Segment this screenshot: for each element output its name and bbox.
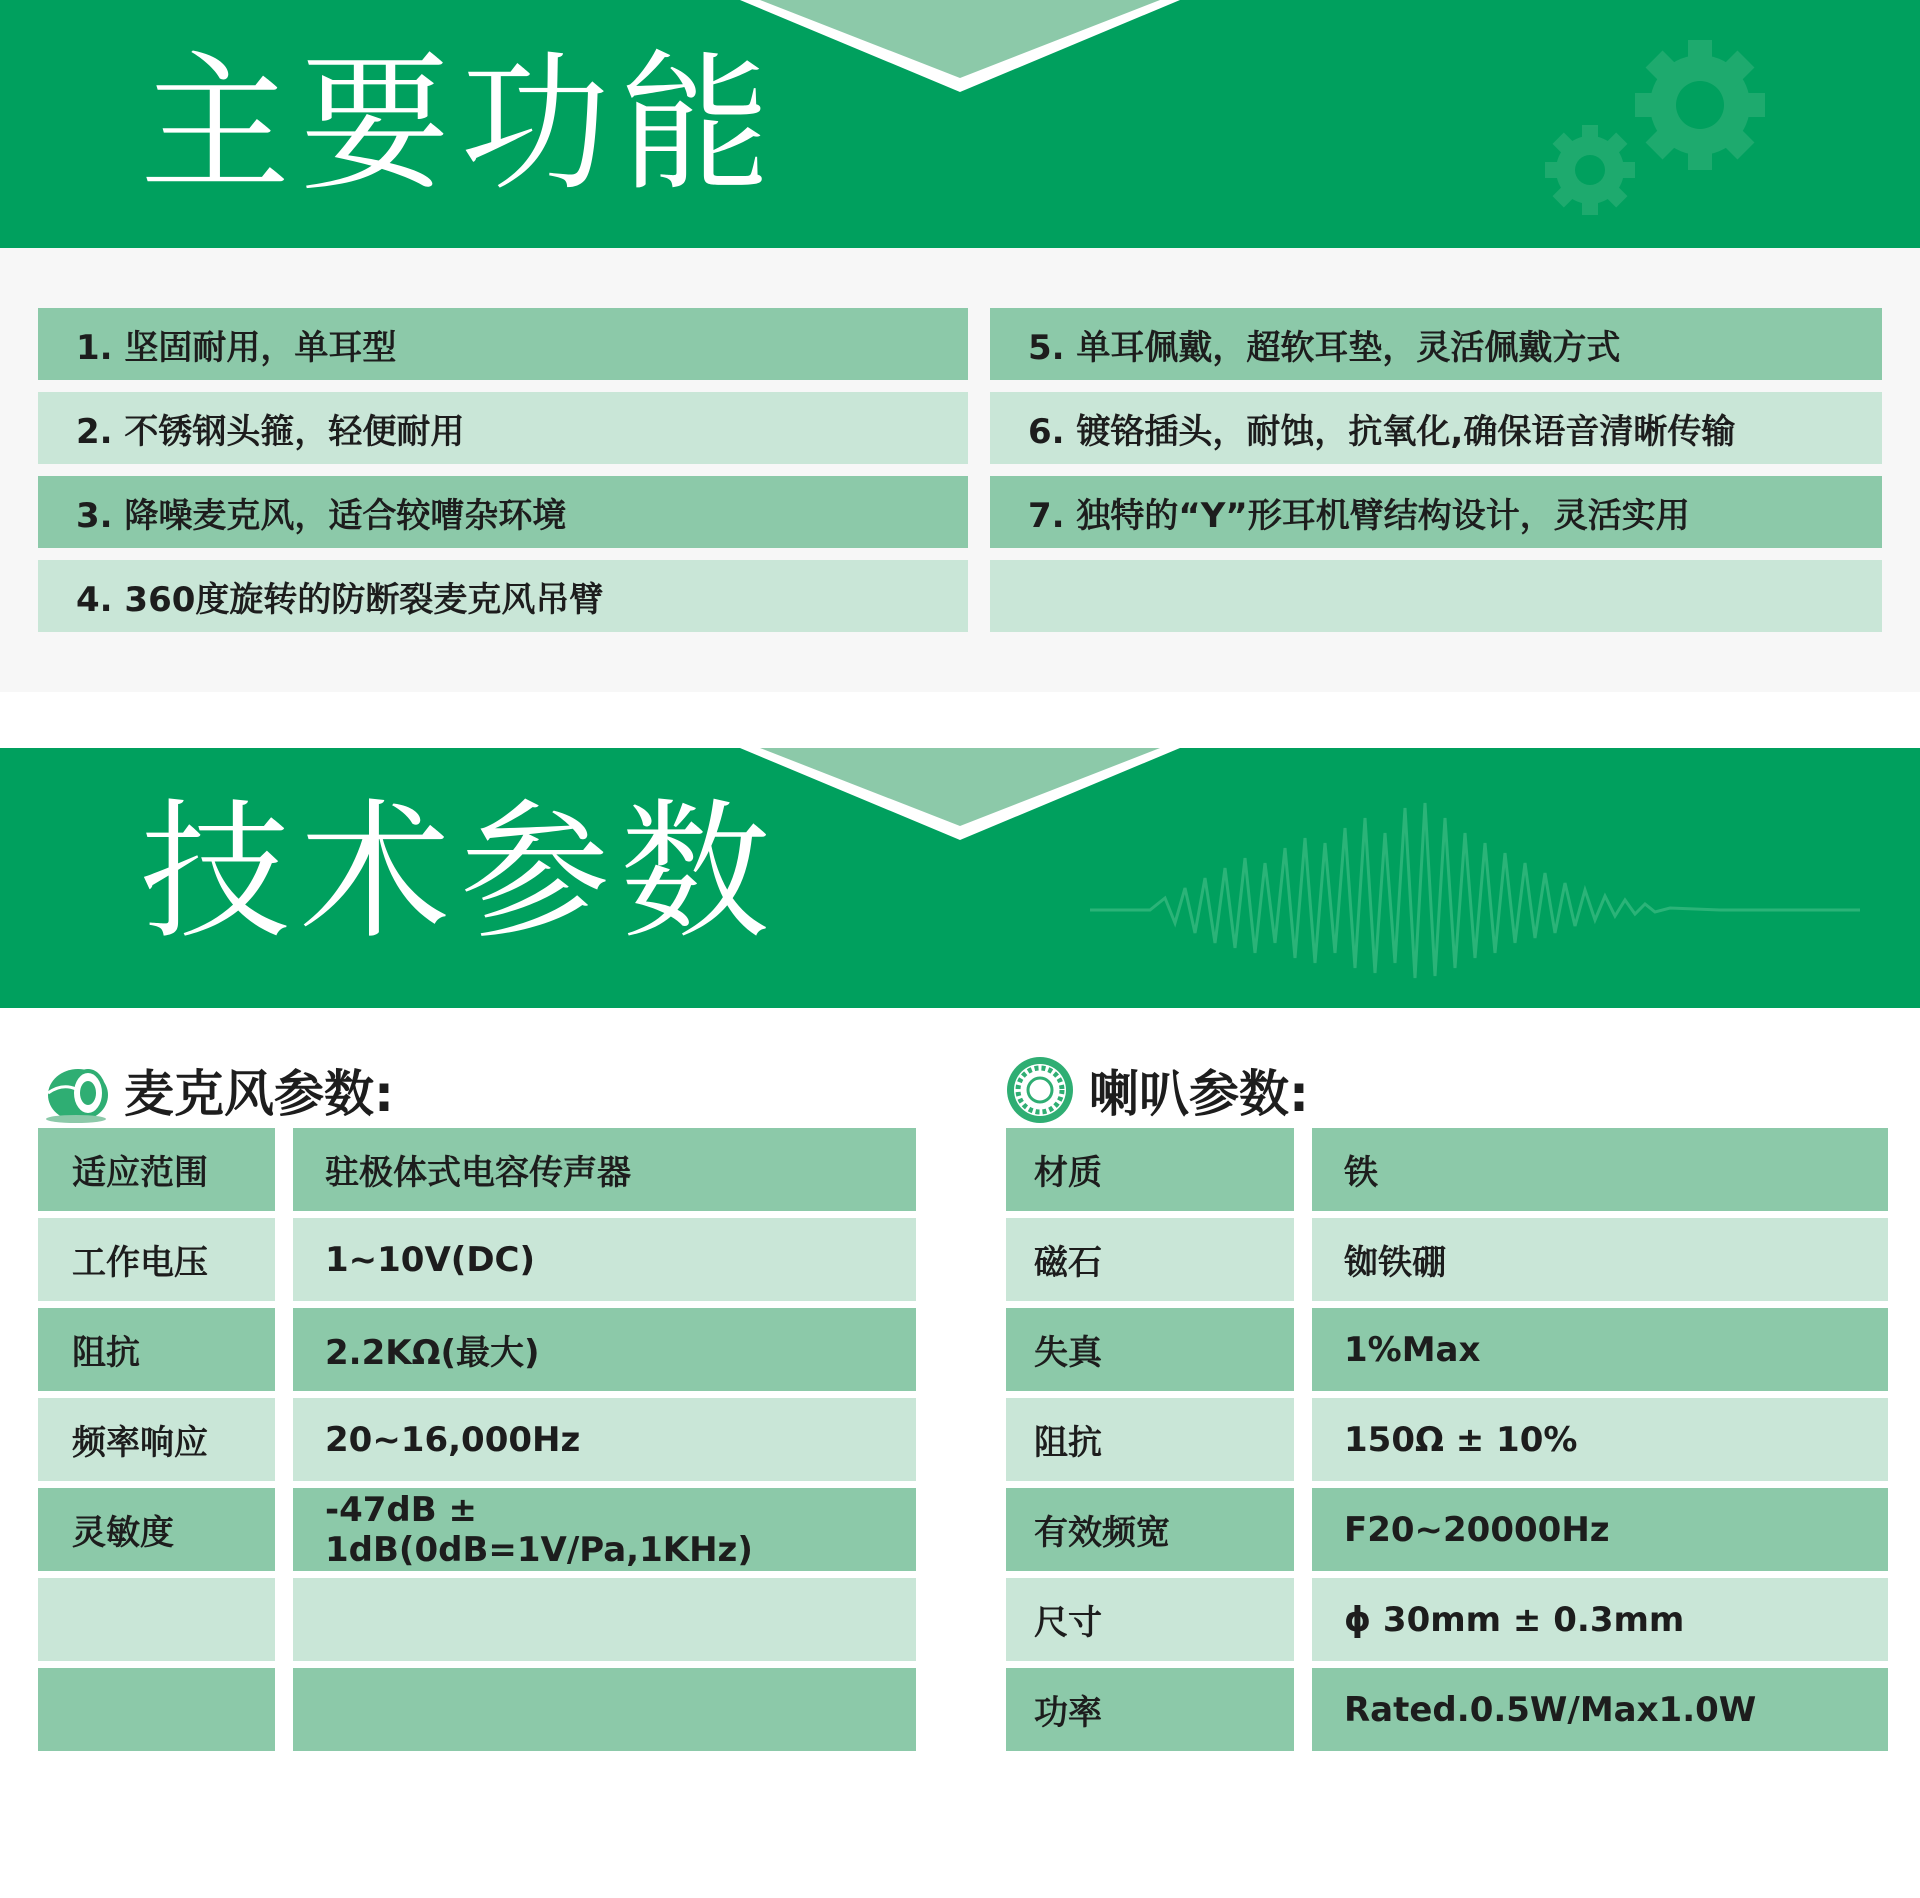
- features-right-column: [990, 308, 1882, 644]
- table-row: [38, 1668, 916, 1751]
- table-row: [1006, 1578, 1888, 1661]
- features-banner: [0, 0, 1920, 248]
- spec-key: 灵敏度: [38, 1488, 275, 1571]
- spec-value: 150Ω ± 10%: [1312, 1398, 1888, 1481]
- spec-value: -47dB ± 1dB(0dB=1V/Pa,1KHz): [293, 1488, 916, 1571]
- table-row: [1006, 1308, 1888, 1391]
- spec-value: ϕ 30mm ± 0.3mm: [1312, 1578, 1888, 1661]
- spec-key: 工作电压: [38, 1218, 275, 1301]
- spec-key: 有效频宽: [1006, 1488, 1294, 1571]
- table-row: [38, 1308, 916, 1391]
- feature-item: 3. 降噪麦克风，适合较嘈杂环境: [38, 476, 968, 548]
- spec-value: [293, 1578, 916, 1661]
- spec-value: 1~10V(DC): [293, 1218, 916, 1301]
- spec-key: 功率: [1006, 1668, 1294, 1751]
- speaker-specs-header: [1003, 1050, 1309, 1130]
- speaker-specs-title: 喇叭参数:: [1089, 1065, 1309, 1123]
- spec-key: 磁石: [1006, 1218, 1294, 1301]
- spec-key: 失真: [1006, 1308, 1294, 1391]
- spec-key: 尺寸: [1006, 1578, 1294, 1661]
- feature-item: 5. 单耳佩戴，超软耳垫，灵活佩戴方式: [990, 308, 1882, 380]
- specs-title: 技术参数: [140, 786, 781, 960]
- spec-value: 20~16,000Hz: [293, 1398, 916, 1481]
- spec-value: 铷铁硼: [1312, 1218, 1888, 1301]
- table-row: [1006, 1218, 1888, 1301]
- table-row: [38, 1128, 916, 1211]
- table-row: [38, 1578, 916, 1661]
- microphone-capsule-icon: [38, 1053, 112, 1127]
- spec-key: [38, 1578, 275, 1661]
- table-row: [38, 1398, 916, 1481]
- table-row: [1006, 1398, 1888, 1481]
- sound-wave-icon: [1090, 803, 1860, 978]
- spec-value: 2.2KΩ(最大): [293, 1308, 916, 1391]
- feature-item: 1. 坚固耐用，单耳型: [38, 308, 968, 380]
- table-row: [1006, 1488, 1888, 1571]
- spec-value: 驻极体式电容传声器: [293, 1128, 916, 1211]
- spec-key: 频率响应: [38, 1398, 275, 1481]
- feature-item: 7. 独特的“Y”形耳机臂结构设计，灵活实用: [990, 476, 1882, 548]
- spec-key: 适应范围: [38, 1128, 275, 1211]
- spec-value: 铁: [1312, 1128, 1888, 1211]
- speaker-specs-table: [1006, 1128, 1888, 1758]
- mic-specs-header: [38, 1050, 394, 1130]
- features-left-column: [38, 308, 968, 644]
- spec-key: [38, 1668, 275, 1751]
- spec-key: 阻抗: [1006, 1398, 1294, 1481]
- mic-specs-title: 麦克风参数:: [124, 1065, 394, 1123]
- spec-value: F20~20000Hz: [1312, 1488, 1888, 1571]
- spec-value: [293, 1668, 916, 1751]
- gear-icon: [1635, 40, 1765, 170]
- features-title: 主要功能: [140, 38, 781, 212]
- feature-item: 4. 360度旋转的防断裂麦克风吊臂: [38, 560, 968, 632]
- spec-value: Rated.0.5W/Max1.0W: [1312, 1668, 1888, 1751]
- feature-item: 2. 不锈钢头箍，轻便耐用: [38, 392, 968, 464]
- table-row: [1006, 1668, 1888, 1751]
- spec-value: 1%Max: [1312, 1308, 1888, 1391]
- table-row: [38, 1218, 916, 1301]
- speaker-coil-icon: [1003, 1053, 1077, 1127]
- small-gear-icon: [1545, 125, 1635, 215]
- specs-banner: [0, 748, 1920, 1008]
- feature-item: 6. 镀铬插头，耐蚀，抗氧化,确保语音清晰传输: [990, 392, 1882, 464]
- table-row: [38, 1488, 916, 1571]
- spec-key: 阻抗: [38, 1308, 275, 1391]
- table-row: [1006, 1128, 1888, 1211]
- feature-item: [990, 560, 1882, 632]
- spec-key: 材质: [1006, 1128, 1294, 1211]
- mic-specs-table: [38, 1128, 916, 1758]
